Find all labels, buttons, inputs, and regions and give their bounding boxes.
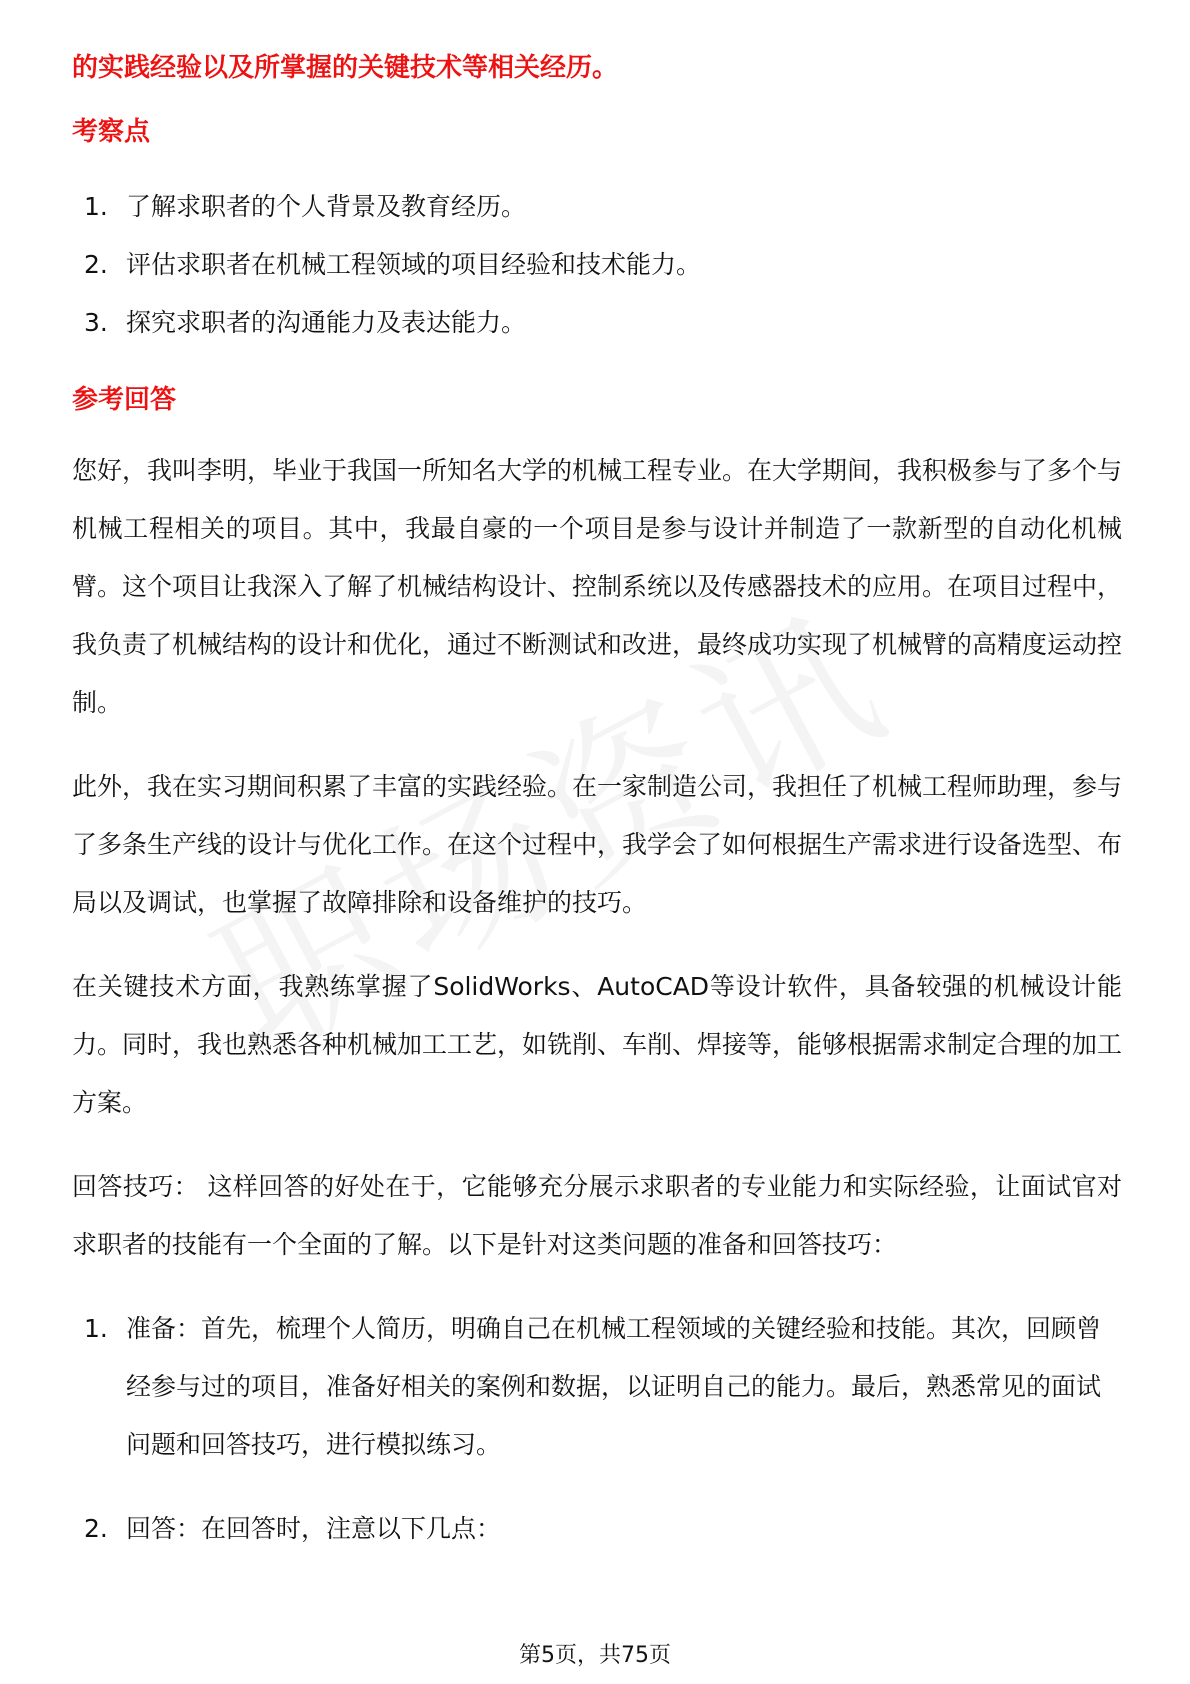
answer-tips-list [72,1300,1122,1558]
answer-paragraph: 您好，我叫李明，毕业于我国一所知名大学的机械工程专业。在大学期间，我积极参与了多个与机械工程相关的项目。其中，我最自豪的一个项目是参与设计并制造了一款新型的自动化机械臂。这个项目让我深入了解了机械结构设计、控制系统以及传感器技术的应用。在项目过程中，我负责了机械结构的设计和优化，通过不断测试和改进，最终成功实现了机械臂的高精度运动控制。 [72,456,1123,717]
page-number-footer: 第5页，共75页 [519,1643,671,1668]
list-item-text: 了解求职者的个人背景及教育经历。 [126,192,527,221]
document-body [72,48,1122,1584]
list-item [72,236,1122,294]
list-item [72,294,1122,352]
list-item-number: 2. [84,250,108,279]
list-item [72,178,1122,236]
section-title-assessment-points: 考察点 [72,117,151,147]
list-item-number: 1. [84,192,108,221]
list-item-number: 1. [84,1314,108,1343]
list-item-number: 3. [84,308,108,337]
list-item-text: 探究求职者的沟通能力及表达能力。 [126,308,527,337]
list-item-text: 回答：在回答时，注意以下几点： [126,1514,502,1543]
assessment-points-list [72,178,1122,352]
list-item-text: 评估求职者在机械工程领域的项目经验和技术能力。 [126,250,702,279]
answer-paragraph: 在关键技术方面，我熟练掌握了SolidWorks、AutoCAD等设计软件，具备较强的机械设计能力。同时，我也熟悉各种机械加工工艺，如铣削、车削、焊接等，能够根据需求制定合理的加工方案。 [72,972,1123,1117]
list-item [72,1500,1122,1558]
section-title-reference-answer: 参考回答 [72,385,177,415]
answer-tips-paragraph: 回答技巧： 这样回答的好处在于，它能够充分展示求职者的专业能力和实际经验，让面试官对求职者的技能有一个全面的了解。以下是针对这类问题的准备和回答技巧： [72,1172,1122,1259]
lead-text: 的实践经验以及所掌握的关键技术等相关经历。 [72,53,619,83]
list-item [72,1300,1122,1474]
list-item-number: 2. [84,1514,108,1543]
list-item-text: 准备：首先，梳理个人简历，明确自己在机械工程领域的关键经验和技能。其次，回顾曾经参与过的项目，准备好相关的案例和数据，以证明自己的能力。最后，熟悉常见的面试问题和回答技巧，进行模拟练习。 [126,1314,1102,1459]
answer-paragraph: 此外，我在实习期间积累了丰富的实践经验。在一家制造公司，我担任了机械工程师助理，参与了多条生产线的设计与优化工作。在这个过程中，我学会了如何根据生产需求进行设备选型、布局以及调试，也掌握了故障排除和设备维护的技巧。 [72,772,1123,917]
